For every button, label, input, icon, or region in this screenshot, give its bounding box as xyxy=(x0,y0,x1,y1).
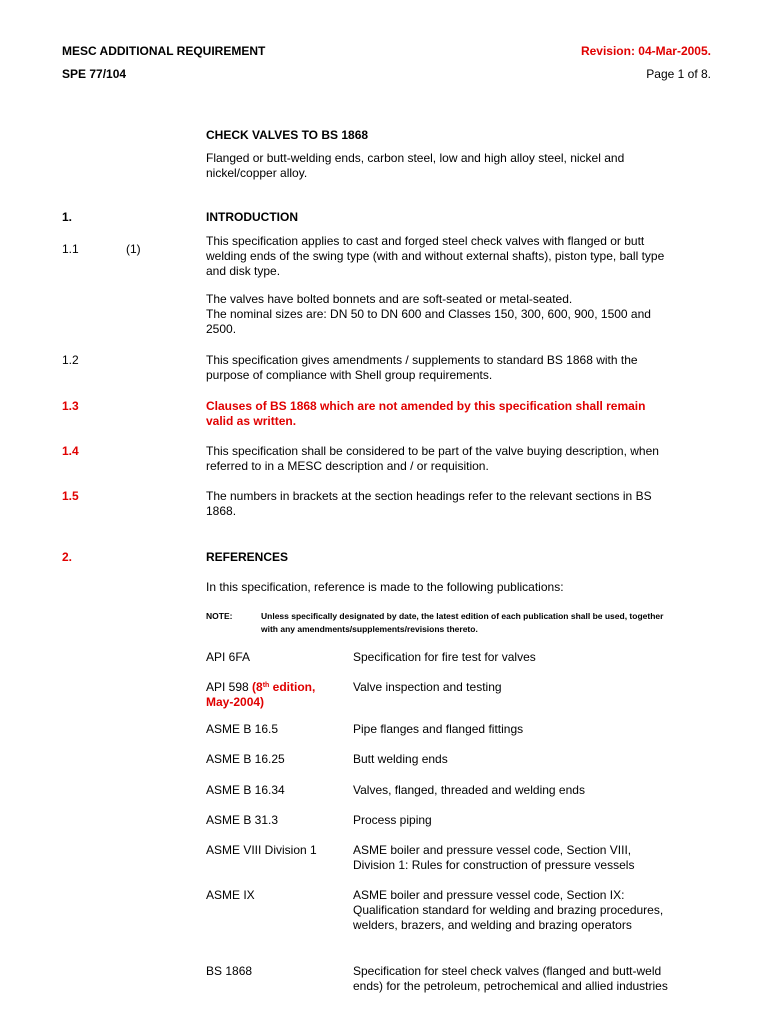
clause-reference: (1) xyxy=(126,242,141,256)
clause-number: 1.2 xyxy=(62,353,79,367)
reference-description: ASME boiler and pressure vessel code, Section IX: Qualification standard for welding and brazing procedures, welders, brazers, and welding and brazing operators xyxy=(353,888,664,932)
reference-description: Butt welding ends xyxy=(353,752,448,766)
revision-date: Revision: 04-Mar-2005. xyxy=(580,44,711,58)
spec-subtitle: Flanged or butt-welding ends, carbon steel, low and high alloy steel, nickel and nickel/copper alloy. xyxy=(206,151,625,180)
reference-code: ASME IX xyxy=(206,888,255,902)
clause-text: This specification applies to cast and forged steel check valves with flanged or butt welding ends of the swing type (with and without external shafts), piston type, ball type and disk type. xyxy=(206,234,665,278)
section-heading: INTRODUCTION xyxy=(206,210,298,224)
reference-code: API 6FA xyxy=(206,650,251,664)
document-code: SPE 77/104 xyxy=(62,67,127,81)
note-label: NOTE: xyxy=(206,611,233,621)
clause-text: This specification shall be considered to be part of the valve buying description, when referred to in a MESC description and / or requisition. xyxy=(206,444,659,473)
note-text: Unless specifically designated by date, the latest edition of each publication shall be used, together with any amendments/supplements/revisions thereto. xyxy=(261,611,664,634)
clause-number: 1.3 xyxy=(62,399,79,413)
reference-description: ASME boiler and pressure vessel code, Section VIII, Division 1: Rules for construction of pressure vessels xyxy=(353,843,635,872)
reference-code: ASME B 31.3 xyxy=(206,813,279,827)
reference-description: Specification for fire test for valves xyxy=(353,650,536,664)
page-number: Page 1 of 8. xyxy=(646,67,711,81)
reference-code: ASME VIII Division 1 xyxy=(206,843,317,857)
clause-text: The numbers in brackets at the section headings refer to the relevant sections in BS 1868. xyxy=(206,489,652,518)
clause-text: Clauses of BS 1868 which are not amended by this specification shall remain valid as written. xyxy=(206,399,646,428)
reference-description: Pipe flanges and flanged fittings xyxy=(353,722,524,736)
reference-code xyxy=(206,680,346,710)
clause-text-line: The valves have bolted bonnets and are soft-seated or metal-seated. xyxy=(206,292,573,306)
reference-description: Valves, flanged, threaded and welding ends xyxy=(353,783,585,797)
reference-code: ASME B 16.25 xyxy=(206,752,285,766)
clause-number: 1.5 xyxy=(62,489,79,503)
spec-title: CHECK VALVES TO BS 1868 xyxy=(206,128,369,142)
section-number: 2. xyxy=(62,550,73,564)
section-heading: REFERENCES xyxy=(206,550,289,564)
reference-description: Specification for steel check valves (flanged and butt-weld ends) for the petroleum, petrochemical and allied industries xyxy=(353,964,668,993)
clause-text-line: The nominal sizes are: DN 50 to DN 600 and Classes 150, 300, 600, 900, 1500 and 2500. xyxy=(206,307,651,336)
edition-note: (8th edition, May-2004) xyxy=(206,680,316,709)
reference-description: Process piping xyxy=(353,813,432,827)
reference-description: Valve inspection and testing xyxy=(353,680,502,694)
reference-code-text: API 598 xyxy=(206,680,249,694)
reference-code: ASME B 16.34 xyxy=(206,783,285,797)
reference-code: ASME B 16.5 xyxy=(206,722,279,736)
reference-code: BS 1868 xyxy=(206,964,253,978)
document-title: MESC ADDITIONAL REQUIREMENT xyxy=(62,44,266,58)
section-number: 1. xyxy=(62,210,73,224)
clause-text: This specification gives amendments / supplements to standard BS 1868 with the purpose of compliance with Shell group requirements. xyxy=(206,353,638,382)
clause-number: 1.4 xyxy=(62,444,79,458)
clause-number: 1.1 xyxy=(62,242,79,256)
clause-text xyxy=(206,292,666,337)
references-intro: In this specification, reference is made to the following publications: xyxy=(206,580,564,594)
